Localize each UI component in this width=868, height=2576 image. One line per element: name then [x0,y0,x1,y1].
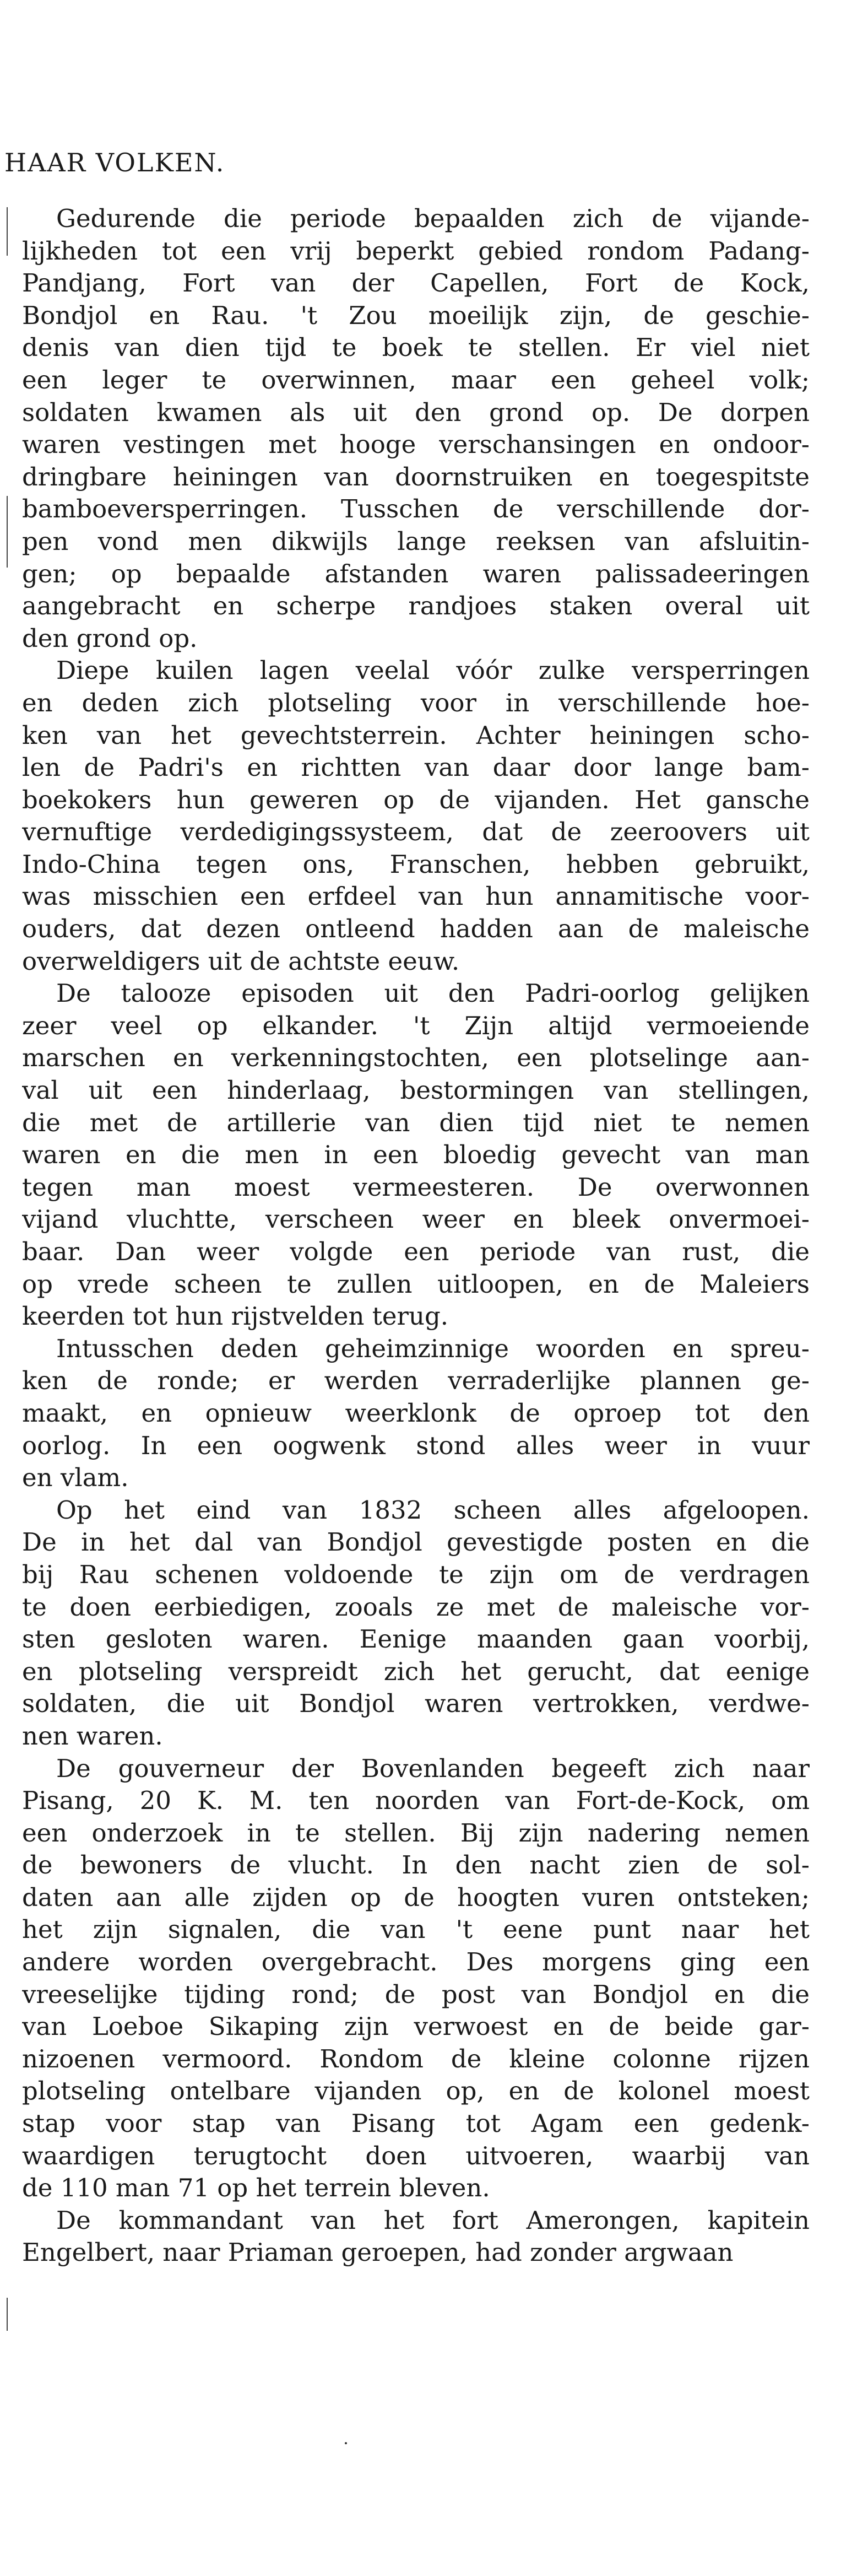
text-line: bij Rau schenen voldoende te zijn om de verdragen [22,1559,810,1589]
text-line: val uit een hinderlaag, bestormingen van stellingen, [22,1076,810,1105]
text-line: nizoenen vermoord. Rondom de kleine colonne rijzen [22,2044,810,2073]
text-line: waren vestingen met hooge verschansingen en ondoor- [22,430,810,460]
running-head: HAAR VOLKEN. [4,148,225,177]
margin-rule-top [7,207,8,256]
text-line: overweldigers uit de achtste eeuw. [22,946,460,976]
text-line: Indo-China tegen ons, Franschen, hebben gebruikt, [22,849,810,879]
text-line: Pandjang, Fort van der Capellen, Fort de Kock, [22,268,810,298]
text-line: Op het eind van 1832 scheen alles afgeloopen. [56,1495,810,1525]
text-line: Intusschen deden geheimzinnige woorden en spreu- [56,1333,810,1363]
text-line: maakt, en opnieuw weerklonk de oproep tot den [22,1398,810,1428]
text-line: vreeselijke tijding rond; de post van Bondjol en die [22,1979,810,2009]
text-line: nen waren. [22,1721,163,1751]
text-line: andere worden overgebracht. Des morgens ging een [22,1947,810,1977]
body-text [22,203,810,2269]
text-line: Diepe kuilen lagen veelal vóór zulke versperringen [56,656,810,685]
text-line: Gedurende die periode bepaalden zich de vijande- [56,204,810,233]
text-line: het zijn signalen, die van 't eene punt naar het [22,1915,810,1945]
text-line: waardigen terugtocht doen uitvoeren, waarbij van [22,2141,810,2170]
text-line: gen; op bepaalde afstanden waren palissadeeringen [22,559,810,588]
text-line: ouders, dat dezen ontleend hadden aan de maleische [22,914,810,944]
text-line: te doen eerbiedigen, zooals ze met de maleische vor- [22,1592,810,1622]
text-line: len de Padri's en richtten van daar door lange bam- [22,753,810,782]
text-line: aangebracht en scherpe randjoes staken overal uit [22,591,810,621]
text-line: lijkheden tot een vrij beperkt gebied rondom Padang- [22,236,810,266]
text-line: plotseling ontelbare vijanden op, en de kolonel moest [22,2076,810,2106]
page-mark [345,2442,347,2444]
text-line: was misschien een erfdeel van hun annamitische voor- [22,882,810,911]
paragraph [22,978,810,1333]
paragraph [22,2205,810,2269]
text-line: die met de artillerie van dien tijd niet te nemen [22,1108,810,1137]
text-line: de bewoners de vlucht. In den nacht zien de sol- [22,1850,810,1880]
text-line: boekokers hun geweren op de vijanden. Het gansche [22,785,810,814]
margin-rule-bottom [7,2298,8,2331]
text-line: dringbare heiningen van doornstruiken en toegespitste [22,462,810,492]
text-line: en vlam. [22,1463,129,1493]
margin-rule-middle [7,496,8,568]
text-line: sten gesloten waren. Eenige maanden gaan voorbij, [22,1624,810,1654]
text-line: daten aan alle zijden op de hoogten vuren ontsteken; [22,1882,810,1912]
text-line: ken van het gevechtsterrein. Achter heiningen scho- [22,720,810,750]
text-line: op vrede scheen te zullen uitloopen, en de Maleiers [22,1269,810,1299]
text-line: de 110 man 71 op het terrein bleven. [22,2173,490,2203]
text-line: een onderzoek in te stellen. Bij zijn nadering nemen [22,1818,810,1848]
text-line: pen vond men dikwijls lange reeksen van afsluitin- [22,526,810,556]
text-line: tegen man moest vermeesteren. De overwonnen [22,1172,810,1202]
text-line: den grond op. [22,623,198,653]
paragraph [22,203,810,655]
text-line: stap voor stap van Pisang tot Agam een gedenk- [22,2109,810,2138]
paragraph [22,655,810,978]
text-line: vernuftige verdedigingssysteem, dat de zeeroovers uit [22,817,810,847]
text-line: keerden tot hun rijstvelden terug. [22,1301,449,1331]
text-line: bamboeversperringen. Tusschen de verschillende dor- [22,494,810,524]
paragraph [22,1753,810,2205]
text-line: De talooze episoden uit den Padri-oorlog gelijken [56,979,810,1008]
text-line: waren en die men in een bloedig gevecht van man [22,1140,810,1170]
text-line: De gouverneur der Bovenlanden begeeft zich naar [56,1753,810,1783]
text-line: en deden zich plotseling voor in verschillende hoe- [22,688,810,717]
text-line: en plotseling verspreidt zich het gerucht, dat eenige [22,1656,810,1686]
text-line: Bondjol en Rau. 't Zou moeilijk zijn, de geschie- [22,300,810,330]
text-line: ken de ronde; er werden verraderlijke plannen ge- [22,1366,810,1396]
text-line: marschen en verkenningstochten, een plotselinge aan- [22,1043,810,1073]
text-line: oorlog. In een oogwenk stond alles weer in vuur [22,1430,810,1460]
text-line: vijand vluchtte, verscheen weer en bleek onvermoei- [22,1205,810,1234]
text-line: soldaten, die uit Bondjol waren vertrokken, verdwe- [22,1689,810,1719]
text-line: Engelbert, naar Priaman geroepen, had zonder argwaan [22,2238,734,2267]
text-line: een leger te overwinnen, maar een geheel volk; [22,365,810,395]
text-line: soldaten kwamen als uit den grond op. De dorpen [22,397,810,427]
text-line: denis van dien tijd te boek te stellen. Er viel niet [22,333,810,363]
text-line: baar. Dan weer volgde een periode van rust, die [22,1237,810,1266]
text-line: De in het dal van Bondjol gevestigde posten en die [22,1527,810,1557]
text-line: Pisang, 20 K. M. ten noorden van Fort-de-Kock, om [22,1786,810,1816]
paragraph [22,1333,810,1494]
text-line: van Loeboe Sikaping zijn verwoest en de beide gar- [22,2012,810,2042]
paragraph [22,1494,810,1753]
text-line: zeer veel op elkander. 't Zijn altijd vermoeiende [22,1011,810,1040]
text-line: De kommandant van het fort Amerongen, kapitein [56,2205,810,2235]
